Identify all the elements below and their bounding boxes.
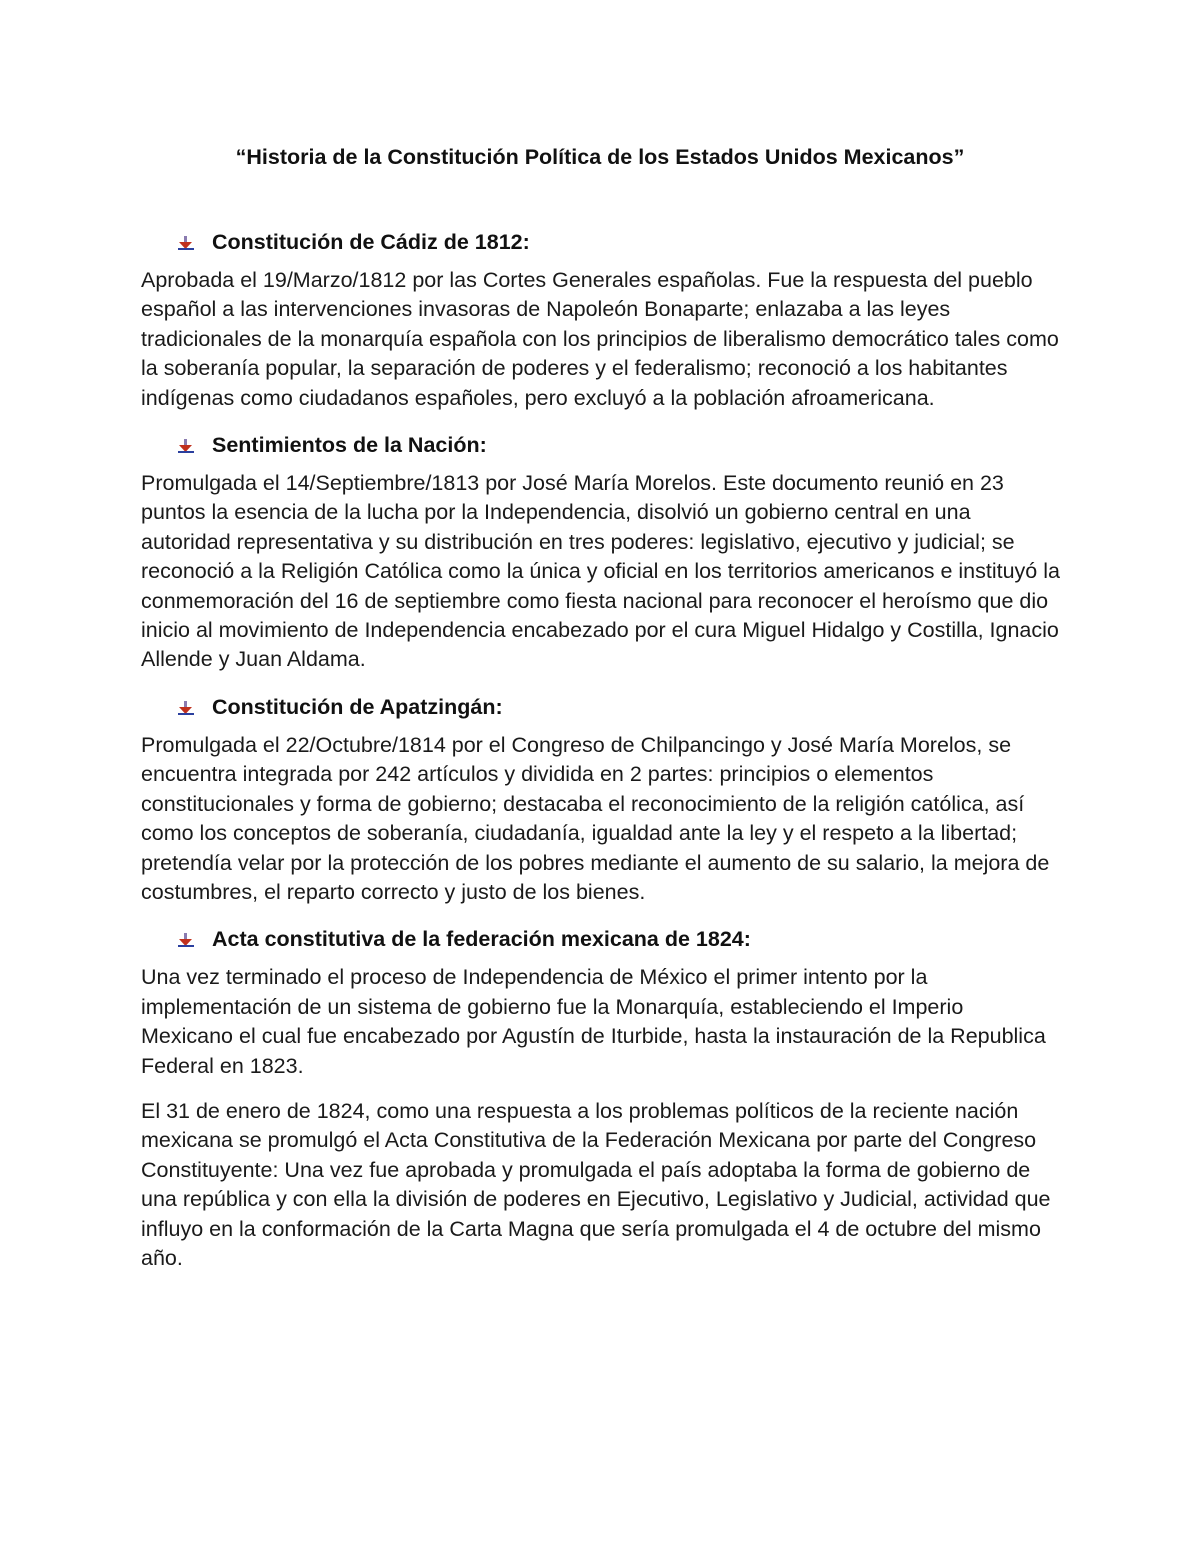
document-body — [141, 226, 1061, 1289]
section-paragraph: Promulgada el 22/Octubre/1814 por el Congreso de Chilpancingo y José María Morelos, se encuentra integrada por 242 artículos y dividida en 2 partes: principios o elementos constitucionales y forma de gobierno; destacaba el reconocimiento de la religión católica, así como los conceptos de soberanía, ciudadanía, igualdad ante la ley y el respeto a la libertad; pretendía velar por la protección de los pobres mediante el aumento de su salario, la mejora de costumbres, el reparto correcto y justo de los bienes. — [141, 732, 1050, 904]
section-paragraph: El 31 de enero de 1824, como una respuesta a los problemas políticos de la reciente nación mexicana se promulgó el Acta Constitutiva de la Federación Mexicana por parte del Congreso Constituyente: Una vez fue aprobada y promulgada el país adoptaba la forma de gobierno de una república y con ella la división de poderes en Ejecutivo, Legislativo y Judicial, actividad que influyo en la conformación de la Carta Magna que sería promulgada el 4 de octubre del mismo año. — [141, 1098, 1051, 1270]
section-apatzingan — [141, 691, 1061, 907]
section-heading — [141, 226, 1061, 258]
section-acta-1824 — [141, 923, 1061, 1273]
section-heading — [141, 429, 1061, 461]
section-heading — [141, 691, 1061, 723]
section-paragraph: Promulgada el 14/Septiembre/1813 por José María Morelos. Este documento reunió en 23 puntos la esencia de la lucha por la Independencia, disolvió un gobierno central en una autoridad representativa y su distribución en tres poderes: legislativo, ejecutivo y judicial; se reconoció a la Religión Católica como la única y oficial en los territorios americanos e instituyó la conmemoración del 16 de septiembre como fiesta nacional para reconocer el heroísmo que dio inicio al movimiento de Independencia encabezado por el cura Miguel Hidalgo y Costilla, Ignacio Allende y Juan Aldama. — [141, 471, 1060, 672]
section-heading-text: Acta constitutiva de la federación mexicana de 1824: — [212, 927, 751, 952]
section-heading-text: Sentimientos de la Nación: — [212, 433, 487, 458]
section-cadiz-1812 — [141, 226, 1061, 413]
arrow-down-bullet-icon — [178, 439, 194, 453]
section-sentimientos-nacion — [141, 429, 1061, 675]
section-paragraph: Aprobada el 19/Marzo/1812 por las Cortes Generales españolas. Fue la respuesta del pueblo español a las intervenciones invasoras de Napoleón Bonaparte; enlazaba a las leyes tradicionales de la monarquía española con los principios de liberalismo democrático tales como la soberanía popular, la separación de poderes y el federalismo; reconoció a los habitantes indígenas como ciudadanos españoles, pero excluyó a la población afroamericana. — [141, 268, 1059, 410]
arrow-down-bullet-icon — [178, 701, 194, 715]
section-heading — [141, 923, 1061, 955]
arrow-down-bullet-icon — [178, 933, 194, 947]
section-heading-text: Constitución de Cádiz de 1812: — [212, 230, 530, 254]
document-title: “Historia de la Constitución Política de los Estados Unidos Mexicanos” — [235, 145, 965, 169]
section-heading-text: Constitución de Apatzingán: — [212, 694, 503, 719]
arrow-down-bullet-icon — [178, 236, 194, 250]
section-paragraph: Una vez terminado el proceso de Independencia de México el primer intento por la implementación de un sistema de gobierno fue la Monarquía, estableciendo el Imperio Mexicano el cual fue encabezado por Agustín de Iturbide, hasta la instauración de la Republica Federal en 1823. — [141, 965, 1046, 1078]
